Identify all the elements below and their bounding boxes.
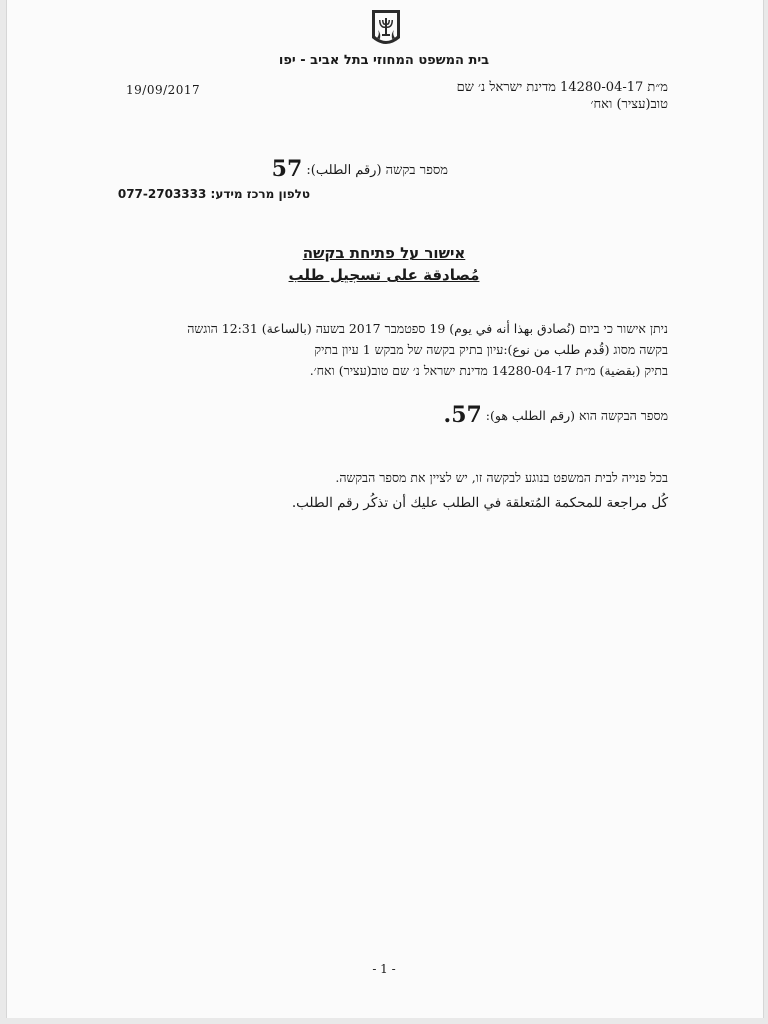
- confirmation-paragraph: [108, 318, 668, 381]
- request-number-line: [272, 156, 448, 182]
- title-hebrew: אישור על פתיחת בקשה: [302, 244, 466, 262]
- case-reference: [308, 79, 668, 113]
- footer-note-hebrew: בכל פנייה לבית המשפט בנוגע לבקשה זו, יש לציין את מספר הבקשה.: [335, 470, 668, 485]
- request-number-statement: [444, 402, 668, 428]
- request-number: 57: [271, 156, 303, 182]
- paragraph-line: ניתן אישור כי ביום (نُصادق بهذا أنه في يوم) 19 ספטמבר 2017 בשעה (بالساعة) 12:31 הוגשה: [187, 321, 668, 336]
- case-reference-line1: מ״ת 14280-04-17 מדינת ישראל נ׳ שם: [456, 80, 668, 95]
- state-emblem-icon: [370, 8, 402, 50]
- paragraph-line: בתיק (بقضية) מ״ת 14280-04-17 מדינת ישראל נ׳ שם טוב(עציר) ואח׳.: [309, 363, 668, 378]
- case-reference-line2: טוב(עציר) ואח׳: [590, 97, 668, 112]
- document-date: 19/09/2017: [126, 83, 201, 97]
- footer-note-arabic: كُل مراجعة للمحكمة المُتعلقة في الطلب عليك أن تذكُر رقم الطلب.: [291, 495, 668, 511]
- request-is-suffix: .: [443, 402, 452, 428]
- request-number-label: מספר בקשה (رقم الطلب):: [306, 163, 448, 178]
- paragraph-line: בקשה מסוג (قُدم طلب من نوع):עיון בתיק בקשה של מבקש 1 עיון בתיק: [314, 342, 668, 357]
- page-number: - 1 -: [372, 962, 396, 976]
- info-center-phone-line: [118, 187, 310, 201]
- title-arabic: مُصادقة على تسجيل طلب: [288, 266, 480, 284]
- request-is-number: 57: [451, 402, 482, 428]
- phone-number: 077-2703333: [117, 187, 207, 201]
- court-name: בית המשפט המחוזי בתל אביב - יפו: [278, 53, 490, 68]
- request-is-label: מספר הבקשה הוא (رقم الطلب هو):: [485, 408, 668, 423]
- phone-label: טלפון מרכז מידע:: [210, 187, 310, 201]
